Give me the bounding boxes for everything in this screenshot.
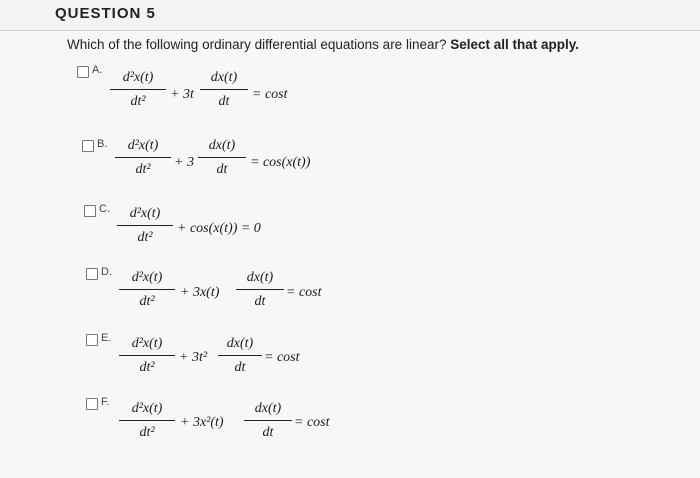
- option-e-first-derivative: [218, 336, 262, 376]
- option-a-numerator-1: d²x(t): [122, 70, 154, 85]
- option-d-denominator-2: dt: [254, 294, 266, 309]
- option-e-second-derivative: [119, 336, 175, 376]
- option-b-second-derivative: [115, 138, 171, 178]
- option-b-denominator-2: dt: [216, 162, 228, 177]
- option-b-first-derivative: [198, 138, 246, 178]
- option-d-numerator-1: d²x(t): [131, 270, 163, 285]
- option-b-checkbox[interactable]: [82, 140, 94, 152]
- option-f-checkbox[interactable]: [86, 398, 98, 410]
- option-a-middle-term: + 3t: [170, 87, 194, 102]
- option-c-numerator-1: d²x(t): [129, 206, 161, 221]
- option-f-denominator-1: dt²: [139, 425, 155, 440]
- option-a-denominator-2: dt: [218, 94, 230, 109]
- option-c-checkbox[interactable]: [84, 205, 96, 217]
- fraction-bar: [218, 355, 262, 356]
- option-a-rhs: = cost: [252, 87, 288, 102]
- option-d-rhs: = cost: [286, 285, 322, 300]
- option-b-rhs: = cos(x(t)): [250, 155, 311, 170]
- option-d-second-derivative: [119, 270, 175, 310]
- prompt-text: Which of the following ordinary differential equations are linear?: [67, 37, 451, 52]
- option-b-numerator-1: d²x(t): [127, 138, 159, 153]
- option-d-middle-term: + 3x(t): [180, 285, 220, 300]
- prompt-instruction: Select all that apply.: [450, 37, 580, 52]
- option-f-numerator-2: dx(t): [254, 401, 282, 416]
- option-c-denominator-1: dt²: [137, 230, 153, 245]
- fraction-bar: [115, 157, 171, 158]
- fraction-bar: [236, 289, 284, 290]
- fraction-bar: [117, 225, 173, 226]
- option-f-first-derivative: [244, 401, 292, 441]
- fraction-bar: [119, 289, 175, 290]
- option-e-numerator-2: dx(t): [226, 336, 254, 351]
- option-e-denominator-1: dt²: [139, 360, 155, 375]
- option-f-numerator-1: d²x(t): [131, 401, 163, 416]
- option-a-numerator-2: dx(t): [210, 70, 238, 85]
- option-f-rhs: = cost: [294, 415, 330, 430]
- fraction-bar: [198, 157, 246, 158]
- question-prompt: [67, 37, 579, 52]
- option-e-denominator-2: dt: [234, 360, 246, 375]
- option-a-letter: A.: [92, 64, 103, 76]
- question-body: [0, 31, 700, 478]
- option-f-denominator-2: dt: [262, 425, 274, 440]
- option-c-letter: C.: [99, 203, 110, 215]
- option-e-checkbox[interactable]: [86, 334, 98, 346]
- option-f-letter: F.: [101, 396, 110, 408]
- option-e-middle-term: + 3t²: [179, 350, 208, 365]
- option-a-first-derivative: [200, 70, 248, 110]
- fraction-bar: [244, 420, 292, 421]
- option-f-second-derivative: [119, 401, 175, 441]
- option-d-denominator-1: dt²: [139, 294, 155, 309]
- fraction-bar: [200, 89, 248, 90]
- question-header: [0, 0, 700, 31]
- option-d-letter: D.: [101, 266, 112, 278]
- option-e-rhs: = cost: [264, 350, 300, 365]
- option-d-checkbox[interactable]: [86, 268, 98, 280]
- option-c-middle-term: + cos(x(t)) = 0: [177, 221, 261, 236]
- option-b-letter: B.: [97, 138, 108, 150]
- fraction-bar: [119, 420, 175, 421]
- option-b-middle-term: + 3: [174, 155, 194, 170]
- option-e-numerator-1: d²x(t): [131, 336, 163, 351]
- option-d-numerator-2: dx(t): [246, 270, 274, 285]
- option-f-middle-term: + 3x²(t): [180, 415, 224, 430]
- option-d-first-derivative: [236, 270, 284, 310]
- option-b-denominator-1: dt²: [135, 162, 151, 177]
- option-a-second-derivative: [110, 70, 166, 110]
- option-a-denominator-1: dt²: [130, 94, 146, 109]
- fraction-bar: [119, 355, 175, 356]
- option-b-numerator-2: dx(t): [208, 138, 236, 153]
- option-e-letter: E.: [101, 332, 112, 344]
- question-title: QUESTION 5: [55, 5, 156, 22]
- option-c-second-derivative: [117, 206, 173, 246]
- option-a-checkbox[interactable]: [77, 66, 89, 78]
- fraction-bar: [110, 89, 166, 90]
